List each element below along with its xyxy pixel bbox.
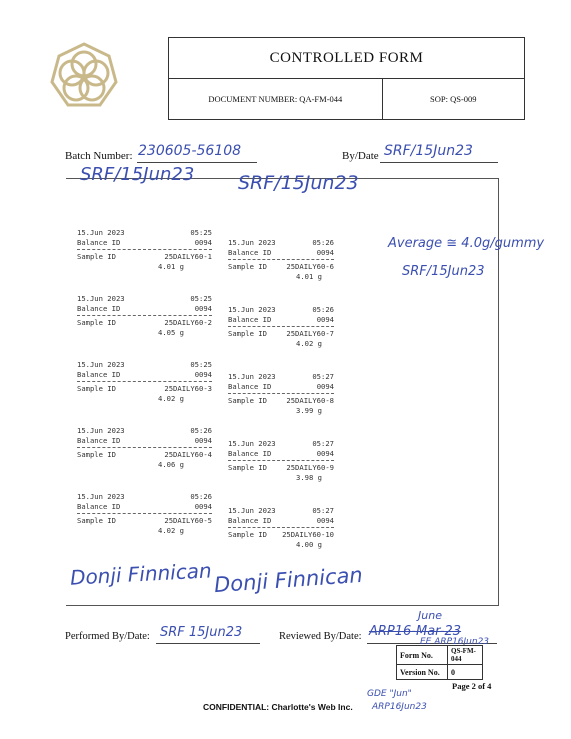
reviewed-correction-side: EE ARP16Jun23 [420, 637, 490, 647]
slip-balance-label: Balance ID [228, 449, 272, 458]
slip-weight: 4.02 g [158, 526, 184, 535]
slip-date: 15.Jun 2023 [228, 506, 276, 515]
slip-time: 05:26 [312, 238, 334, 247]
slip-divider [77, 315, 212, 316]
slip-sample-id: 25DAILY60-8 [286, 396, 334, 405]
slips-right-column [228, 238, 334, 573]
balance-slip [77, 426, 212, 492]
slip-sample-label: Sample ID [77, 318, 116, 327]
reviewed-by-label: Reviewed By/Date: [279, 631, 362, 642]
slip-sample-label: Sample ID [77, 516, 116, 525]
slip-divider [228, 527, 334, 528]
correction-note-1: GDE "Jun" [367, 689, 412, 699]
slip-divider [228, 460, 334, 461]
balance-slip [228, 439, 334, 506]
performed-by-label: Performed By/Date: [65, 631, 150, 642]
slip-weight: 4.01 g [296, 272, 322, 281]
slip-weight: 4.02 g [158, 394, 184, 403]
slip-balance-label: Balance ID [77, 238, 121, 247]
slip-time: 05:26 [190, 492, 212, 501]
confidential-notice: CONFIDENTIAL: Charlotte's Web Inc. [203, 702, 353, 712]
slip-time: 05:27 [312, 439, 334, 448]
slip-sample-label: Sample ID [77, 252, 116, 261]
company-logo [48, 40, 120, 112]
slip-balance-id: 0094 [194, 238, 212, 247]
slip-date: 15.Jun 2023 [77, 294, 125, 303]
slip-balance-label: Balance ID [77, 304, 121, 313]
form-no-value: QS-FM-044 [448, 646, 483, 665]
slip-sample-label: Sample ID [228, 329, 267, 338]
reviewed-by-value: ARP16-Mar-23 [369, 624, 462, 639]
slip-balance-id: 0094 [194, 502, 212, 511]
slip-sample-id: 25DAILY60-3 [164, 384, 212, 393]
performed-by-line [156, 643, 260, 644]
slip-sample-id: 25DAILY60-4 [164, 450, 212, 459]
balance-slip [77, 228, 212, 294]
slip-balance-label: Balance ID [228, 315, 272, 324]
slip-time: 05:25 [190, 294, 212, 303]
slip-time: 05:25 [190, 228, 212, 237]
average-note: Average ≅ 4.0g/gummy [388, 236, 545, 251]
slip-balance-id: 0094 [316, 248, 334, 257]
slip-weight: 4.00 g [296, 540, 322, 549]
slip-divider [228, 393, 334, 394]
correction-note-2: ARP16Jun23 [372, 702, 427, 712]
slip-sample-id: 25DAILY60-6 [286, 262, 334, 271]
flower-logo-icon [48, 40, 120, 112]
slip-divider [228, 259, 334, 260]
slip-date: 15.Jun 2023 [77, 228, 125, 237]
balance-slip [228, 305, 334, 372]
batch-number-value: 230605-56108 [138, 143, 242, 159]
performed-by-value: SRF 15Jun23 [160, 625, 243, 640]
balance-slip [77, 294, 212, 360]
slip-sample-label: Sample ID [77, 450, 116, 459]
slip-date: 15.Jun 2023 [77, 360, 125, 369]
slip-date: 15.Jun 2023 [77, 492, 125, 501]
sop-number: SOP: QS-009 [382, 79, 524, 120]
slips-left-column [77, 228, 212, 558]
slip-time: 05:26 [312, 305, 334, 314]
slip-sample-id: 25DAILY60-2 [164, 318, 212, 327]
slip-divider [228, 326, 334, 327]
form-version-table [396, 645, 483, 680]
slip-weight: 4.05 g [158, 328, 184, 337]
slip-divider [77, 381, 212, 382]
slip-balance-id: 0094 [194, 436, 212, 445]
signature-2: Donji Finnican [213, 562, 364, 598]
slip-balance-id: 0094 [194, 370, 212, 379]
slip-balance-id: 0094 [316, 516, 334, 525]
slip-weight: 4.02 g [296, 339, 322, 348]
batch-number-line [137, 162, 257, 163]
slip-balance-id: 0094 [316, 315, 334, 324]
average-initials: SRF/15Jun23 [402, 264, 485, 279]
slip-sample-id: 25DAILY60-5 [164, 516, 212, 525]
balance-slip [77, 360, 212, 426]
slip-weight: 3.99 g [296, 406, 322, 415]
form-no-label: Form No. [397, 646, 448, 665]
balance-slip [228, 506, 334, 573]
bydate-value: SRF/15Jun23 [384, 143, 473, 159]
slip-sample-id: 25DAILY60-9 [286, 463, 334, 472]
slip-balance-label: Balance ID [77, 370, 121, 379]
document-number: DOCUMENT NUMBER: QA-FM-044 [169, 79, 383, 120]
slip-time: 05:27 [312, 506, 334, 515]
slip-sample-label: Sample ID [228, 262, 267, 271]
slip-date: 15.Jun 2023 [228, 372, 276, 381]
slip-sample-id: 25DAILY60-10 [282, 530, 334, 539]
slip-date: 15.Jun 2023 [228, 305, 276, 314]
slip-weight: 3.98 g [296, 473, 322, 482]
slip-sample-label: Sample ID [228, 463, 267, 472]
initials-stamp-2: SRF/15Jun23 [238, 172, 359, 194]
slip-balance-id: 0094 [316, 449, 334, 458]
slip-sample-id: 25DAILY60-1 [164, 252, 212, 261]
slip-divider [77, 249, 212, 250]
version-no-value: 0 [448, 665, 483, 680]
signature-1: Donji Finnican [69, 558, 213, 590]
slip-sample-label: Sample ID [228, 530, 267, 539]
form-title: CONTROLLED FORM [169, 38, 525, 79]
page-number: Page 2 of 4 [452, 681, 492, 691]
slip-balance-label: Balance ID [77, 436, 121, 445]
slip-balance-label: Balance ID [228, 382, 272, 391]
slip-date: 15.Jun 2023 [77, 426, 125, 435]
bydate-line [380, 162, 498, 163]
slip-balance-label: Balance ID [77, 502, 121, 511]
slip-sample-label: Sample ID [228, 396, 267, 405]
slip-date: 15.Jun 2023 [228, 238, 276, 247]
slip-balance-id: 0094 [316, 382, 334, 391]
initials-stamp-1: SRF/15Jun23 [80, 164, 195, 185]
slip-date: 15.Jun 2023 [228, 439, 276, 448]
slip-balance-id: 0094 [194, 304, 212, 313]
slip-sample-label: Sample ID [77, 384, 116, 393]
slip-weight: 4.06 g [158, 460, 184, 469]
balance-slip [228, 238, 334, 305]
balance-slip [77, 492, 212, 558]
slip-time: 05:27 [312, 372, 334, 381]
bydate-label: By/Date [342, 150, 379, 162]
document-header-table [168, 37, 525, 120]
slip-time: 05:25 [190, 360, 212, 369]
version-no-label: Version No. [397, 665, 448, 680]
slip-time: 05:26 [190, 426, 212, 435]
slip-sample-id: 25DAILY60-7 [286, 329, 334, 338]
slip-divider [77, 447, 212, 448]
slip-weight: 4.01 g [158, 262, 184, 271]
slip-balance-label: Balance ID [228, 248, 272, 257]
reviewed-correction-top: June [418, 609, 442, 622]
batch-number-label: Batch Number: [65, 150, 133, 162]
slip-balance-label: Balance ID [228, 516, 272, 525]
slip-divider [77, 513, 212, 514]
balance-slip [228, 372, 334, 439]
